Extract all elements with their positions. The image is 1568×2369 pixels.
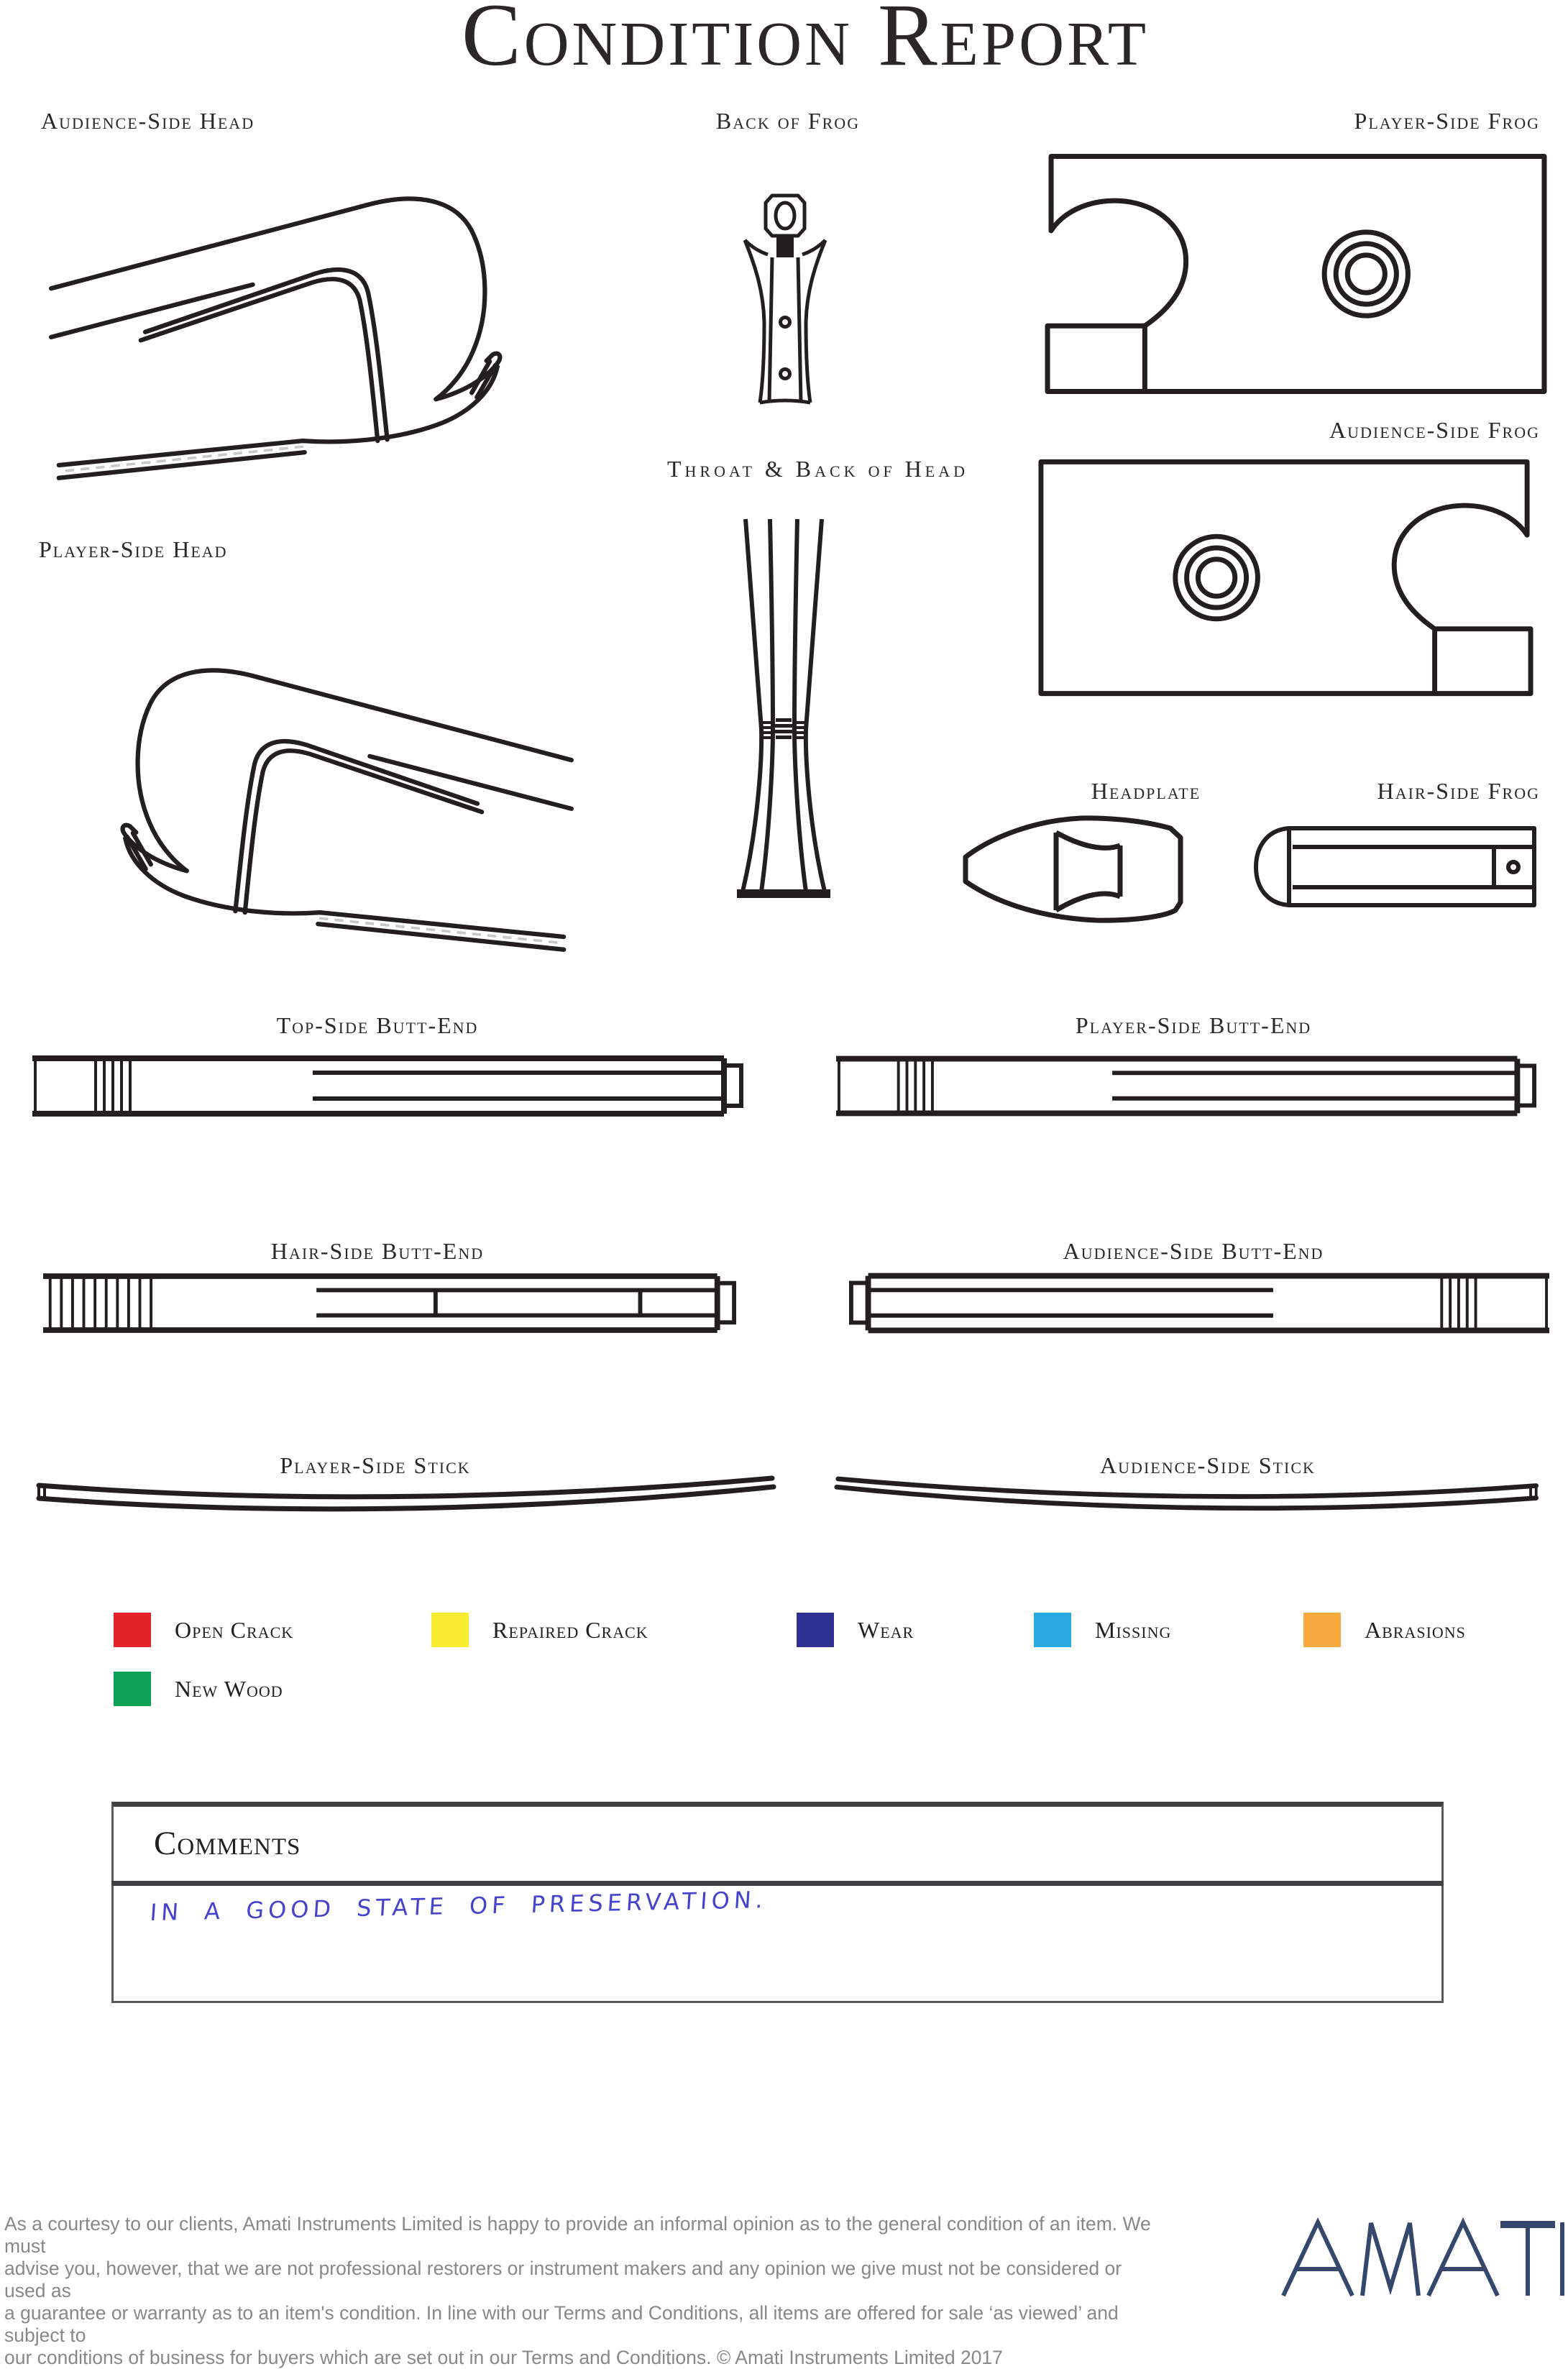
- legend-item-wear: [797, 1613, 914, 1647]
- throat-back-of-head-diagram: [737, 519, 830, 900]
- legend-swatch-missing: [1034, 1613, 1071, 1647]
- page-title: Condition Report: [462, 0, 1149, 84]
- comments-box: [111, 1802, 1444, 2003]
- label-player-side-head: Player-Side Head: [39, 536, 228, 562]
- label-player-side-butt-end: Player-Side Butt-End: [1075, 1012, 1312, 1038]
- comments-divider: [111, 1881, 1444, 1886]
- label-headplate: Headplate: [1091, 778, 1201, 804]
- legend-item-missing: [1034, 1613, 1171, 1647]
- legend-item-abrasions: [1303, 1613, 1466, 1647]
- legend-label-new-wood: New Wood: [175, 1675, 283, 1702]
- audience-side-butt-end-diagram: [848, 1273, 1549, 1334]
- label-audience-side-head: Audience-Side Head: [41, 108, 255, 134]
- back-of-frog-diagram: [735, 193, 835, 405]
- label-hair-side-frog: Hair-Side Frog: [1377, 778, 1540, 804]
- player-side-butt-end-diagram: [836, 1055, 1537, 1117]
- audience-side-frog-diagram: [1037, 458, 1534, 697]
- label-player-side-frog: Player-Side Frog: [1354, 108, 1540, 134]
- legend-label-open-crack: Open Crack: [175, 1616, 294, 1643]
- hair-side-butt-end-diagram: [43, 1273, 737, 1334]
- legend-label-repaired-crack: Repaired Crack: [492, 1616, 648, 1643]
- handwritten-comment: IN A GOOD STATE OF PRESERVATION.: [149, 1886, 769, 1927]
- player-side-stick-diagram: [29, 1475, 776, 1508]
- headplate-diagram: [960, 815, 1193, 924]
- footer-disclaimer: [4, 2213, 1155, 2369]
- footer-line: As a courtesy to our clients, Amati Instruments Limited is happy to provide an informal opinion as to the general condition of an item. We must: [4, 2213, 1151, 2257]
- amati-logo-graphic: [1281, 2220, 1565, 2296]
- audience-side-stick-diagram: [834, 1475, 1546, 1508]
- footer-line: advise you, however, that we are not professional restorers or instrument makers and any opinion we give must not be considered or used as: [4, 2258, 1122, 2301]
- label-audience-side-frog: Audience-Side Frog: [1329, 417, 1540, 443]
- label-player-side-stick: Player-Side Stick: [280, 1452, 471, 1478]
- legend-swatch-open-crack: [114, 1613, 151, 1647]
- legend-swatch-abrasions: [1303, 1613, 1341, 1647]
- label-hair-side-butt-end: Hair-Side Butt-End: [270, 1238, 485, 1264]
- footer-line: our conditions of business for buyers which are set out in our Terms and Conditions. © Amati Instruments Limited 2017: [4, 2347, 1003, 2368]
- label-audience-side-stick: Audience-Side Stick: [1100, 1452, 1316, 1478]
- comments-heading: Comments: [154, 1825, 301, 1862]
- legend-swatch-wear: [797, 1613, 834, 1647]
- legend-swatch-repaired-crack: [431, 1613, 469, 1647]
- player-side-frog-diagram: [1044, 152, 1549, 395]
- audience-side-head-diagram: [20, 167, 610, 436]
- hair-side-frog-diagram: [1250, 825, 1537, 908]
- legend-label-missing: Missing: [1095, 1616, 1172, 1643]
- label-throat-back-of-head: Throat & Back of Head: [667, 456, 969, 482]
- legend-item-open-crack: [114, 1613, 293, 1647]
- label-top-side-butt-end: Top-Side Butt-End: [276, 1012, 479, 1038]
- label-back-of-frog: Back of Frog: [715, 108, 861, 134]
- legend-swatch-new-wood: [114, 1672, 151, 1706]
- player-side-head-diagram: [13, 638, 602, 907]
- amati-logo: [1281, 2220, 1565, 2300]
- legend-label-abrasions: Abrasions: [1365, 1616, 1466, 1643]
- legend-item-new-wood: [114, 1672, 283, 1706]
- legend-label-wear: Wear: [858, 1616, 914, 1643]
- legend-item-repaired-crack: [431, 1613, 648, 1647]
- top-side-butt-end-diagram: [32, 1055, 744, 1117]
- label-audience-side-butt-end: Audience-Side Butt-End: [1063, 1238, 1324, 1264]
- footer-line: a guarantee or warranty as to an item's condition. In line with our Terms and Conditions, all items are offered for sale ‘as viewed’ and subject to: [4, 2302, 1119, 2346]
